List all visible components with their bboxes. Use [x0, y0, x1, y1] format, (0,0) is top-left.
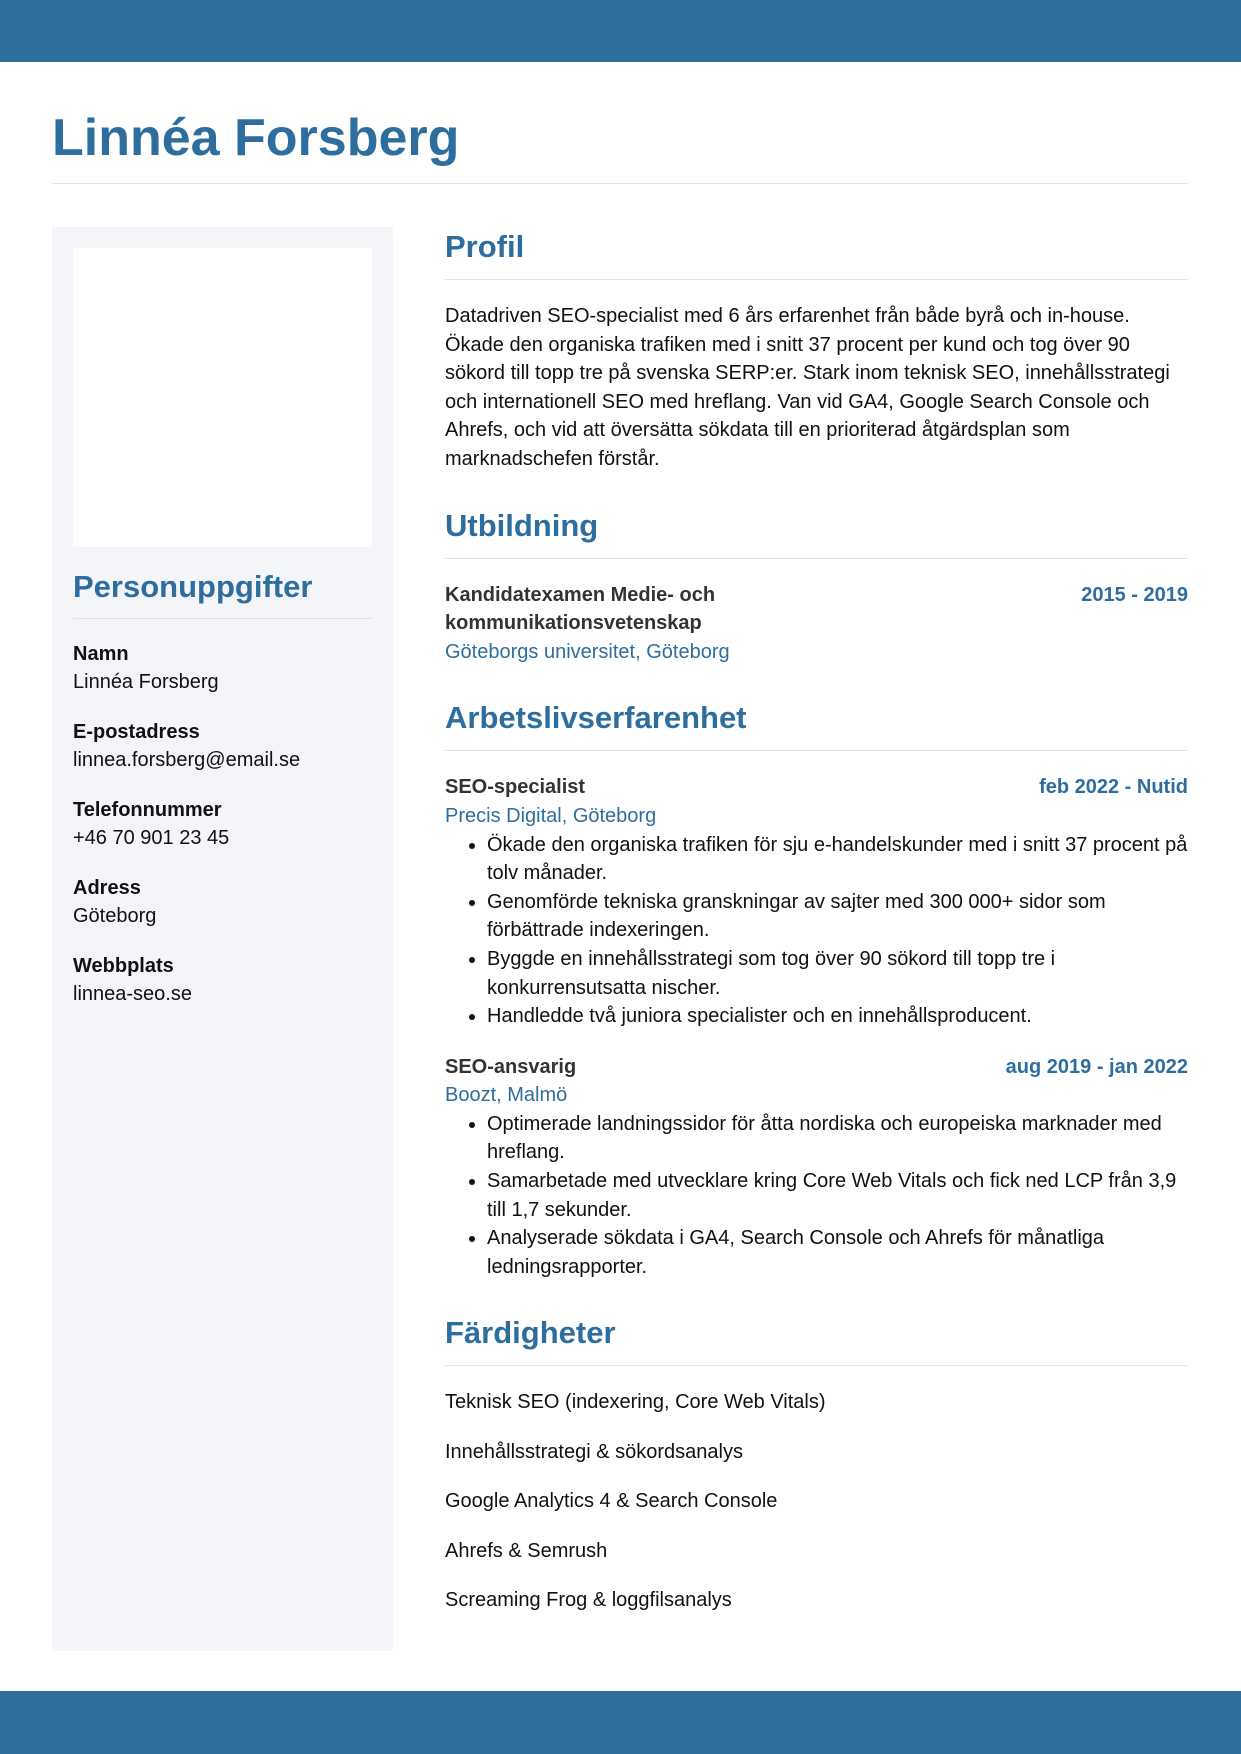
- list-item: • Byggde en innehållsstrategi som tog över 90 sökord till topp tre i konkurrensutsatta nischer.: [487, 945, 1188, 1002]
- skill-item: Ahrefs & Semrush: [445, 1539, 608, 1562]
- phone-value: +46 70 901 23 45: [73, 827, 230, 849]
- job-entry: [445, 1053, 1188, 1282]
- sidebar-title: Personuppgifter: [73, 569, 313, 604]
- field-address: [73, 874, 372, 930]
- sidebar-divider: [73, 618, 372, 619]
- top-banner: [0, 0, 1241, 62]
- entry-header: [445, 1053, 1188, 1082]
- field-value: Linnéa Forsberg: [73, 671, 219, 693]
- skills-section: [445, 1313, 1188, 1614]
- job-bullets: [445, 831, 1188, 1031]
- degree-title: Kandidatexamen Medie- och kommunikationsvetenskap: [445, 583, 716, 635]
- profile-photo-placeholder: [73, 248, 372, 547]
- address-value: Göteborg: [73, 905, 157, 927]
- skill-item: Innehållsstrategi & sökordsanalys: [445, 1440, 743, 1463]
- skill-item: Teknisk SEO (indexering, Core Web Vitals): [445, 1391, 826, 1414]
- email-value[interactable]: linnea.forsberg@email.se: [73, 749, 301, 771]
- list-item: • Ökade den organiska trafiken för sju e-handelskunder med i snitt 37 procent på tolv månader.: [487, 831, 1188, 888]
- section-title-skills: Färdigheter: [445, 1315, 616, 1351]
- list-item: • Optimerade landningssidor för åtta nordiska och europeiska marknader med hreflang.: [487, 1110, 1188, 1167]
- job-role: SEO-specialist: [445, 776, 586, 799]
- job-entry: [445, 773, 1188, 1030]
- field-label: Namn: [73, 643, 129, 665]
- education-section: [445, 506, 1188, 667]
- field-website: [73, 952, 372, 1008]
- school-name: Göteborgs universitet, Göteborg: [445, 640, 730, 663]
- section-divider: [445, 279, 1188, 280]
- field-label: E-postadress: [73, 721, 200, 743]
- website-link[interactable]: linnea-seo.se: [73, 983, 192, 1005]
- field-label: Telefonnummer: [73, 799, 222, 821]
- experience-section: [445, 698, 1188, 1281]
- job-date: aug 2019 - jan 2022: [1005, 1055, 1188, 1078]
- job-date: feb 2022 - Nutid: [1039, 776, 1188, 799]
- section-divider: [445, 558, 1188, 559]
- field-email: [73, 718, 372, 774]
- section-title-education: Utbildning: [445, 507, 599, 543]
- bottom-banner: [0, 1691, 1241, 1754]
- entry-header: [445, 773, 1188, 802]
- skill-item: Screaming Frog & loggfilsanalys: [445, 1589, 732, 1612]
- entry-header: [445, 581, 1188, 638]
- main-content: [445, 227, 1188, 1636]
- personal-details: [73, 640, 372, 1030]
- profile-section: [445, 227, 1188, 474]
- sidebar: [52, 227, 393, 1651]
- title-divider: [52, 183, 1188, 184]
- job-role: SEO-ansvarig: [445, 1055, 577, 1078]
- company-name: Boozt, Malmö: [445, 1084, 568, 1107]
- job-bullets: [445, 1110, 1188, 1282]
- skill-item: Google Analytics 4 & Search Console: [445, 1490, 778, 1513]
- education-entry: [445, 581, 1188, 667]
- section-divider: [445, 750, 1188, 751]
- education-date: 2015 - 2019: [1081, 583, 1188, 606]
- company-name: Precis Digital, Göteborg: [445, 804, 657, 827]
- field-phone: [73, 796, 372, 852]
- field-name: [73, 640, 372, 696]
- list-item: • Samarbetade med utvecklare kring Core Web Vitals och fick ned LCP från 3,9 till 1,7 sekunder.: [487, 1167, 1188, 1224]
- field-label: Adress: [73, 877, 141, 899]
- section-title-experience: Arbetslivserfarenhet: [445, 700, 747, 736]
- field-label: Webbplats: [73, 955, 174, 977]
- profile-text: Datadriven SEO-specialist med 6 års erfarenhet från både byrå och in-house. Ökade den organiska trafiken med i snitt 37 procent per kund och tog över 90 sökord till topp tre på svenska SERP:er. Stark inom teknisk SEO, innehållsstrategi och internationell SEO med hreflang. Van vid GA4, Google Search Console och Ahrefs, och vid att översätta sökdata till en prioriterad åtgärdsplan som marknadschefen förstår.: [445, 305, 1170, 470]
- section-divider: [445, 1365, 1188, 1366]
- list-item: • Analyserade sökdata i GA4, Search Console och Ahrefs för månatliga ledningsrapporter.: [487, 1224, 1188, 1281]
- page-title: Linnéa Forsberg: [52, 109, 460, 167]
- list-item: • Genomförde tekniska granskningar av sajter med 300 000+ sidor som förbättrade indexeringen.: [487, 888, 1188, 945]
- section-title-profile: Profil: [445, 229, 525, 264]
- list-item: • Handledde två juniora specialister och en innehållsproducent.: [487, 1002, 1188, 1031]
